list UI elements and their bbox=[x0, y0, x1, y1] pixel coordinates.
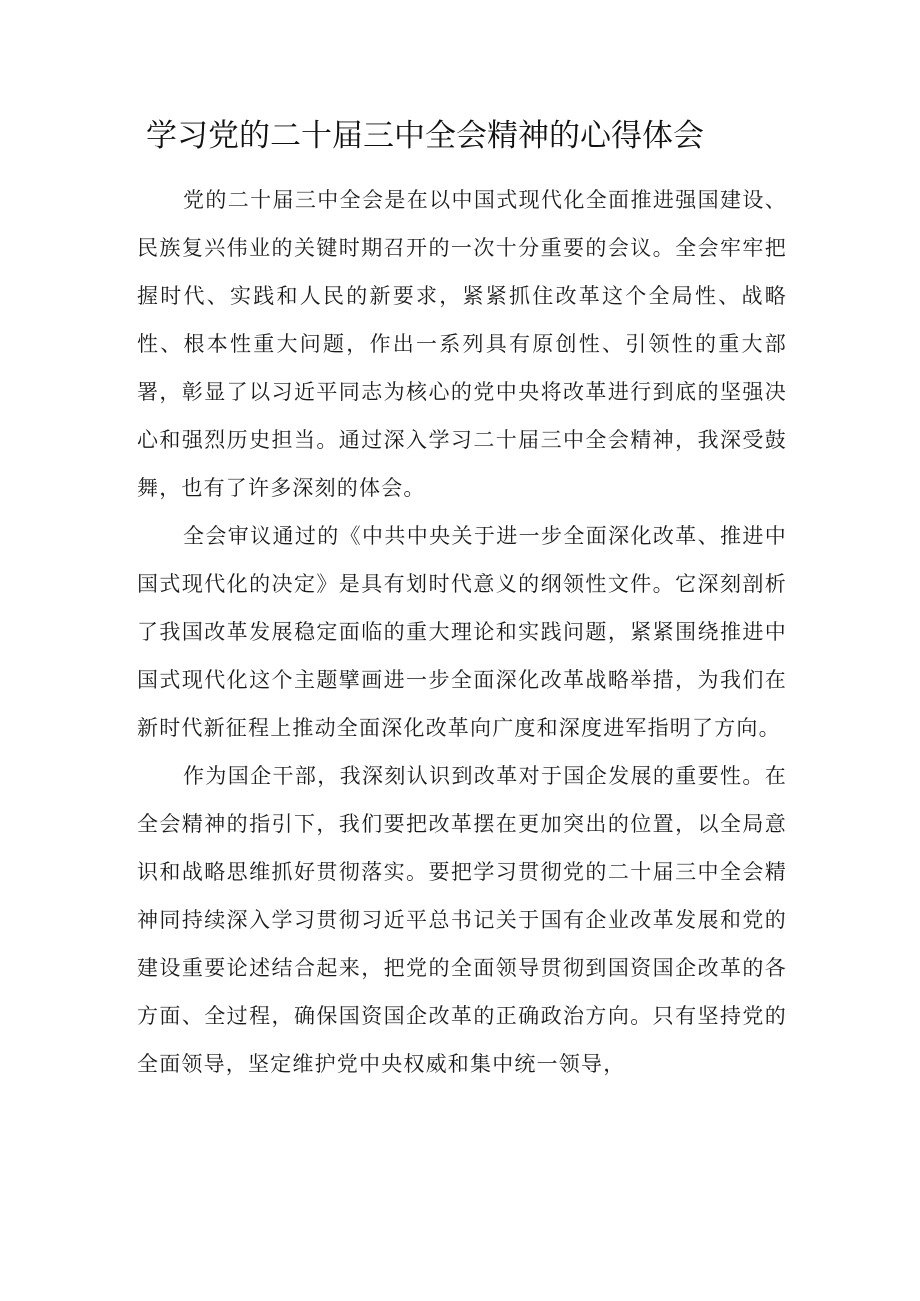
document-body bbox=[137, 176, 787, 1088]
document-title: 学习党的二十届三中全会精神的心得体会 bbox=[146, 118, 704, 154]
paragraph-2: 全会审议通过的《中共中央关于进一步全面深化改革、推进中国式现代化的决定》是具有划时代意义的纲领性文件。它深刻剖析了我国改革发展稳定面临的重大理论和实践问题，紧紧围绕推进中国式现代化这个主题擘画进一步全面深化改革战略举措，为我们在新时代新征程上推动全面深化改革向广度和深度进军指明了方向。 bbox=[137, 524, 787, 740]
paragraph-3: 作为国企干部，我深刻认识到改革对于国企发展的重要性。在全会精神的指引下，我们要把改革摆在更加突出的位置，以全局意识和战略思维抓好贯彻落实。要把学习贯彻党的二十届三中全会精神同持续深入学习贯彻习近平总书记关于国有企业改革发展和党的建设重要论述结合起来，把党的全面领导贯彻到国资国企改革的各方面、全过程，确保国资国企改革的正确政治方向。只有坚持党的全面领导，坚定维护党中央权威和集中统一领导， bbox=[137, 764, 787, 1076]
paragraph-1: 党的二十届三中全会是在以中国式现代化全面推进强国建设、民族复兴伟业的关键时期召开的一次十分重要的会议。全会牢牢把握时代、实践和人民的新要求，紧紧抓住改革这个全局性、战略性、根本性重大问题，作出一系列具有原创性、引领性的重大部署，彰显了以习近平同志为核心的党中央将改革进行到底的坚强决心和强烈历史担当。通过深入学习二十届三中全会精神，我深受鼓舞，也有了许多深刻的体会。 bbox=[137, 188, 787, 500]
